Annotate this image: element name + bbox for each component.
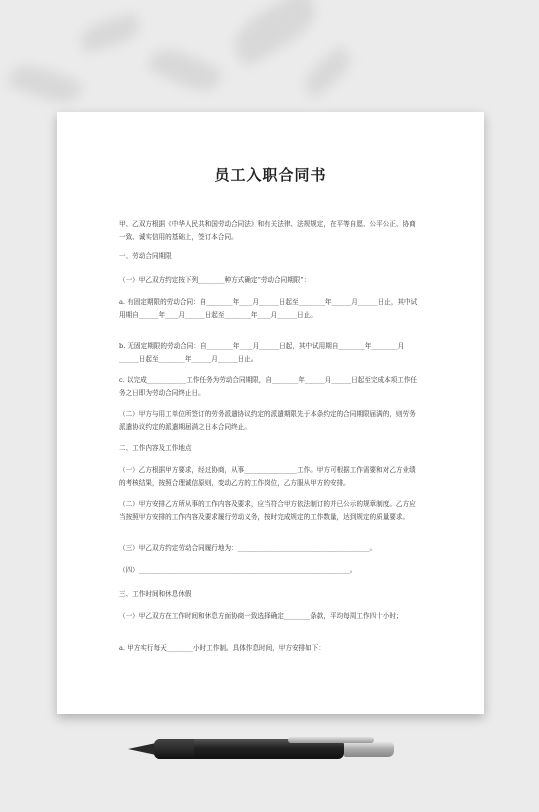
clause-paragraph: （四）________________________________________________________________。 (119, 566, 357, 574)
clause-paragraph: a. 甲方实行每天________小时工作制。具体作息时间，甲方安排如下： (119, 644, 325, 652)
pen-tip (128, 743, 156, 755)
pen-cap (344, 741, 394, 757)
document-title: 员工入职合同书 (214, 166, 327, 184)
section-heading: 二、工作内容及工作地点 (119, 444, 192, 452)
section-heading: 一、劳动合同期限 (119, 252, 172, 260)
clause-paragraph: （二）甲方与用工单位所签订的劳务派遣协议约定的派遣期限先于本条约定的合同期限届满的，则劳务派遣协议约定的派遣期届满之日本合同终止。 (119, 410, 416, 431)
leaf-shadow (226, 0, 324, 68)
leaf-shadow (78, 13, 143, 54)
intro-paragraph: 甲、乙双方根据《中华人民共和国劳动合同法》和有关法律、法规规定，在平等自愿、公平公正、协商一致、诚实信用的基础上，签订本合同。 (119, 220, 416, 241)
leaf-shadow (147, 42, 223, 99)
clause-paragraph: b. 无固定期限的劳动合同：自________年____月______日起，其中试用期自________年________月______日起至________年______月______日止。 (119, 342, 405, 363)
leaf-shadow (7, 59, 82, 109)
clause-paragraph: （二）甲方安排乙方所从事的工作内容及要求，应当符合甲方依法制订的并已公示的规章制度。乙方应当按照甲方安排的工作内容及要求履行劳动义务，按时完成规定的工作数量，达到规定的质量要求。 (119, 500, 416, 521)
document-page (57, 112, 484, 714)
clause-paragraph: a. 有固定期限的劳动合同：自________年____月______日起至________年______月______日止，其中试用期自______年____月______日起至________年____月______日止。 (119, 298, 418, 319)
clause-paragraph: （一）乙方根据甲方要求，经过协商，从事________________工作。甲方可根据工作需要和对乙方业绩的考核结果，按照合理诚信原则，变动乙方的工作岗位，乙方服从甲方的安排。 (119, 466, 416, 487)
pen-grip (154, 739, 194, 759)
clause-paragraph: （一）甲乙双方在工作时间和休息方面协商一致选择确定________条款，平均每周工作四十小时； (119, 612, 403, 620)
leaf-shadow (299, 45, 357, 99)
clause-paragraph: c. 以完成____________工作任务为劳动合同期限，自________年______月______日起至完成本项工作任务之日即为劳动合同终止日。 (119, 376, 418, 397)
clause-paragraph: （一）甲乙双方约定按下列________种方式确定“劳动合同期限”： (119, 276, 311, 284)
pen-clip (288, 737, 374, 743)
clause-paragraph: （三）甲乙双方约定劳动合同履行地为：________________________________________。 (119, 544, 377, 552)
section-heading: 三、工作时间和休息休假 (119, 590, 192, 598)
pen (128, 733, 406, 765)
